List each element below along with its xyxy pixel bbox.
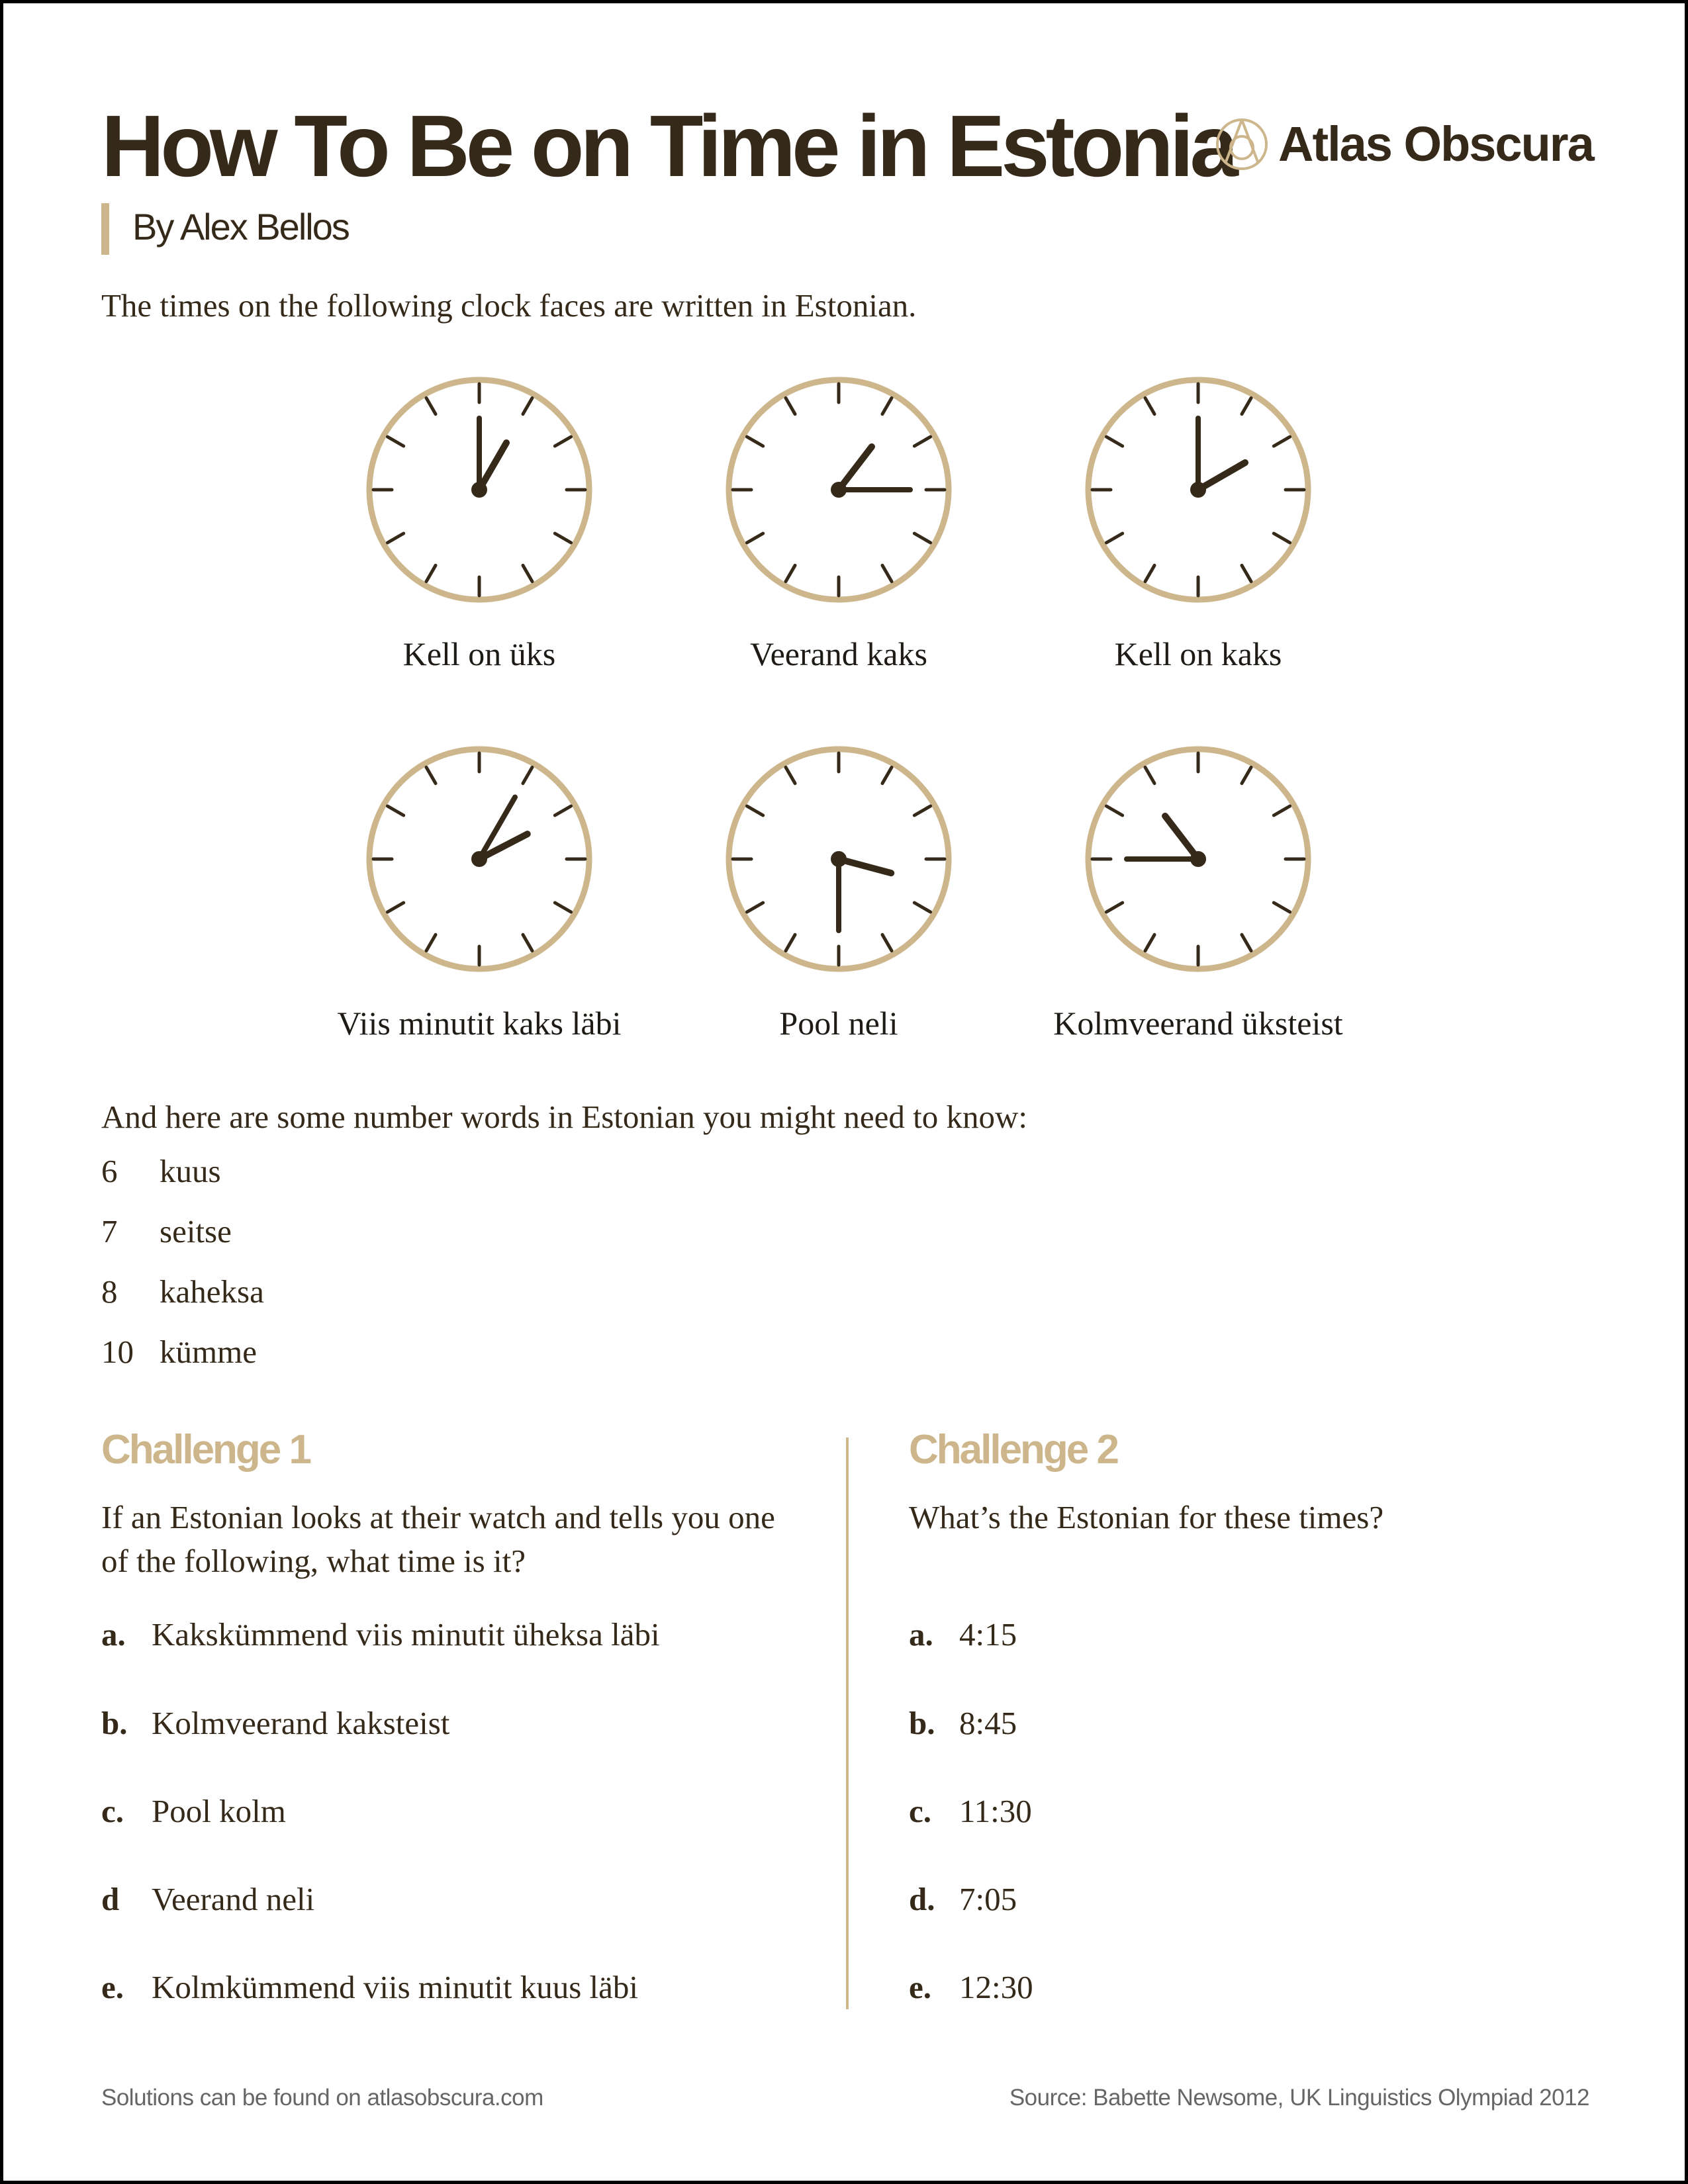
item-letter: e. [909,1969,931,2005]
number-word-row [101,1336,257,1368]
number-digit: 10 [101,1334,134,1370]
item-text: 4:15 [959,1616,1017,1653]
clock-face [360,371,598,609]
clock-label: Kell on üks [402,635,556,672]
item-letter: a. [909,1616,933,1653]
clock-face [720,371,958,609]
challenge-2-item [909,1618,1017,1651]
item-text: Kakskümmend viis minutit üheksa läbi [152,1616,660,1653]
item-text: 7:05 [959,1881,1017,1917]
clock-face [1079,371,1317,609]
clock-hub [1190,482,1206,498]
item-text: 11:30 [959,1793,1032,1829]
clock-face [720,740,958,978]
clock-label: Kell on kaks [1114,635,1282,672]
number-word-row [101,1155,221,1187]
clock-face [1079,740,1317,978]
item-letter: a. [101,1616,126,1653]
solutions-note: Solutions can be found on atlasobscura.com [101,2085,543,2111]
clock-hub [831,482,847,498]
logo-wordmark: Atlas Obscura [1278,116,1593,171]
item-text: Pool kolm [152,1793,286,1829]
number-word-row [101,1215,232,1248]
challenge-1-item [101,1707,449,1739]
worksheet-page [3,3,1685,2181]
clock-hub [471,482,487,498]
item-letter: c. [909,1793,931,1829]
source-credit: Source: Babette Newsome, UK Linguistics Olympiad 2012 [1009,2085,1589,2111]
number-words-intro: And here are some number words in Estonian you might need to know: [101,1099,1027,1135]
clock-label: Viis minutit kaks läbi [337,1005,622,1042]
number-word-row [101,1275,264,1308]
number-digit: 6 [101,1153,118,1189]
item-text: 8:45 [959,1705,1017,1741]
clock-face [360,740,598,978]
byline: By Alex Bellos [132,206,349,248]
challenge-2-heading: Challenge 2 [909,1427,1117,1473]
clock-label: Veerand kaks [750,635,927,672]
item-letter: d [101,1881,120,1917]
atlas-obscura-logo [1215,117,1593,171]
number-digit: 7 [101,1213,118,1250]
item-letter: d. [909,1881,935,1917]
challenge-2-item [909,1707,1017,1739]
number-digit: 8 [101,1273,118,1310]
item-letter: b. [909,1705,935,1741]
challenge-1-item [101,1883,314,1915]
challenge-1-item [101,1971,638,2003]
item-letter: e. [101,1969,124,2005]
clock-hub [1190,851,1206,867]
challenge-1-prompt: If an Estonian looks at their watch and tells you one of the following, what time is it? [101,1499,775,1579]
intro-text: The times on the following clock faces are written in Estonian. [101,287,917,324]
number-word: kaheksa [160,1273,264,1310]
challenge-2-item [909,1795,1032,1827]
number-word: kümme [160,1334,257,1370]
item-text: Kolmkümmend viis minutit kuus läbi [152,1969,638,2005]
item-text: Kolmveerand kaksteist [152,1705,450,1741]
challenge-2-item [909,1883,1017,1915]
clock-hub [831,851,847,867]
item-text: Veerand neli [152,1881,315,1917]
clock-hub [471,851,487,867]
page-title: How To Be on Time in Estonia [101,97,1235,195]
clock-label: Pool neli [779,1005,898,1042]
atlas-obscura-compass-icon [1215,117,1269,171]
challenge-1-item [101,1618,660,1651]
byline-accent-bar [101,203,109,255]
item-letter: c. [101,1793,124,1829]
challenge-1-heading: Challenge 1 [101,1427,310,1473]
clock-label: Kolmveerand üksteist [1053,1005,1343,1042]
challenge-1-item [101,1795,286,1827]
number-word: kuus [160,1153,221,1189]
number-word: seitse [160,1213,232,1250]
column-divider [846,1437,849,2009]
challenge-2-prompt: What’s the Estonian for these times? [909,1499,1384,1535]
challenge-2-item [909,1971,1033,2003]
item-text: 12:30 [959,1969,1033,2005]
item-letter: b. [101,1705,128,1741]
